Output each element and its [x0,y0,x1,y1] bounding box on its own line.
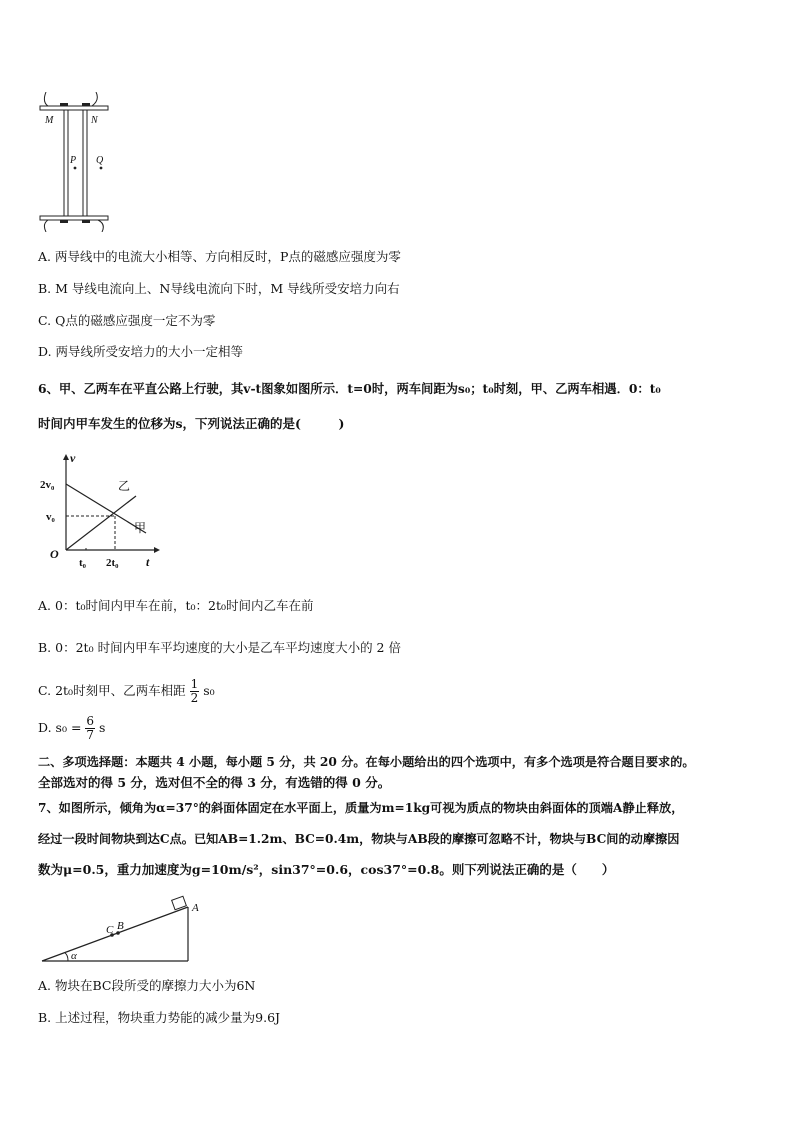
wires-figure [36,92,116,232]
option-letter: C. [38,313,52,328]
option-text-before: 2t₀时刻甲、乙两车相距 [55,683,186,698]
label-Q: Q [96,155,104,166]
label-alpha: α [71,950,77,962]
fraction-numerator: 1 [190,677,199,691]
option-text: 上述过程，物块重力势能的减少量为9.6J [55,1010,281,1025]
vt-graph [36,450,166,575]
option-letter: A. [38,598,52,613]
option-letter: B. [38,640,52,655]
q6-option-c [38,676,215,706]
q6-stem-line2: 时间内甲车发生的位移为s，下列说法正确的是( ) [38,416,345,431]
label-B: B [117,920,124,932]
q7-stem-line3: 数为μ=0.5，重力加速度为g=10m/s²，sin37°=0.6，cos37°=0.8。则下列说法正确的是（ ） [38,862,615,877]
q6-stem-line1: 6、甲、乙两车在平直公路上行驶，其v-t图象如图所示．t=0时，两车间距为s₀；t₀时刻，甲、乙两车相遇．0：t₀ [38,381,661,396]
origin-label: O [50,547,59,561]
tick-2t0: 2t₀ [106,557,119,569]
q5-option-c [38,312,215,330]
q5-option-b [38,280,400,298]
q6-option-d [38,713,105,743]
option-letter: A. [38,978,52,993]
label-P: P [70,155,77,166]
option-letter: A. [38,249,52,264]
label-M: M [45,115,54,126]
series-label-yi: 乙 [118,479,131,493]
option-text: 0：t₀时间内甲车在前，t₀：2t₀时间内乙车在前 [55,598,314,613]
option-letter: D. [38,720,52,735]
option-letter: B. [38,281,52,296]
series-label-jia: 甲 [134,521,147,535]
q5-option-a [38,248,401,266]
label-A: A [192,902,199,914]
option-text: M 导线电流向上、N导线电流向下时，M 导线所受安培力向右 [55,281,400,296]
label-N: N [91,115,98,126]
option-text: 两导线所受安培力的大小一定相等 [55,344,244,359]
q7-option-a [38,977,255,995]
fraction-six-sevenths [85,715,95,742]
section2-line1: 二、多项选择题：本题共 4 小题，每小题 5 分，共 20 分。在每小题给出的四个选项中，有多个选项是符合题目要求的。 [38,755,695,769]
fraction-numerator: 6 [86,714,95,728]
incline-figure [40,893,210,965]
option-text-after: s [99,720,106,735]
q7-stem-line2: 经过一段时间物块到达C点。已知AB=1.2m、BC=0.4m，物块与AB段的摩擦可忽略不计，物块与BC间的动摩擦因 [38,832,680,846]
axis-t-label: t [146,555,150,569]
option-letter: B. [38,1010,52,1025]
option-text-after: s₀ [203,683,215,698]
fraction-denominator: 7 [86,728,95,742]
section2-line2: 全部选对的得 5 分，选对但不全的得 3 分，有选错的得 0 分。 [38,775,391,790]
label-C: C [106,924,114,936]
option-letter: C. [38,683,52,698]
q7-option-b [38,1009,280,1027]
option-text: Q点的磁感应强度一定不为零 [55,313,216,328]
q6-option-b [38,639,401,657]
q6-option-a [38,597,314,615]
fraction-denominator: 2 [190,691,199,705]
axis-v-label: v [70,451,76,465]
q5-option-d [38,343,243,361]
option-letter: D. [38,344,52,359]
q7-stem-line1: 7、如图所示，倾角为α=37°的斜面体固定在水平面上，质量为m=1kg可视为质点的物块由斜面体的顶端A静止释放， [38,801,684,815]
option-text-before: s₀ = [55,720,82,735]
tick-t0: t₀ [79,557,86,569]
fraction-one-half [190,678,200,705]
tick-2v0: 2v₀ [40,479,55,491]
option-text: 物块在BC段所受的摩擦力大小为6N [55,978,256,993]
option-text: 两导线中的电流大小相等、方向相反时，P点的磁感应强度为零 [55,249,401,264]
option-text: 0：2t₀ 时间内甲车平均速度的大小是乙车平均速度大小的 2 倍 [55,640,401,655]
tick-v0: v₀ [46,511,55,523]
